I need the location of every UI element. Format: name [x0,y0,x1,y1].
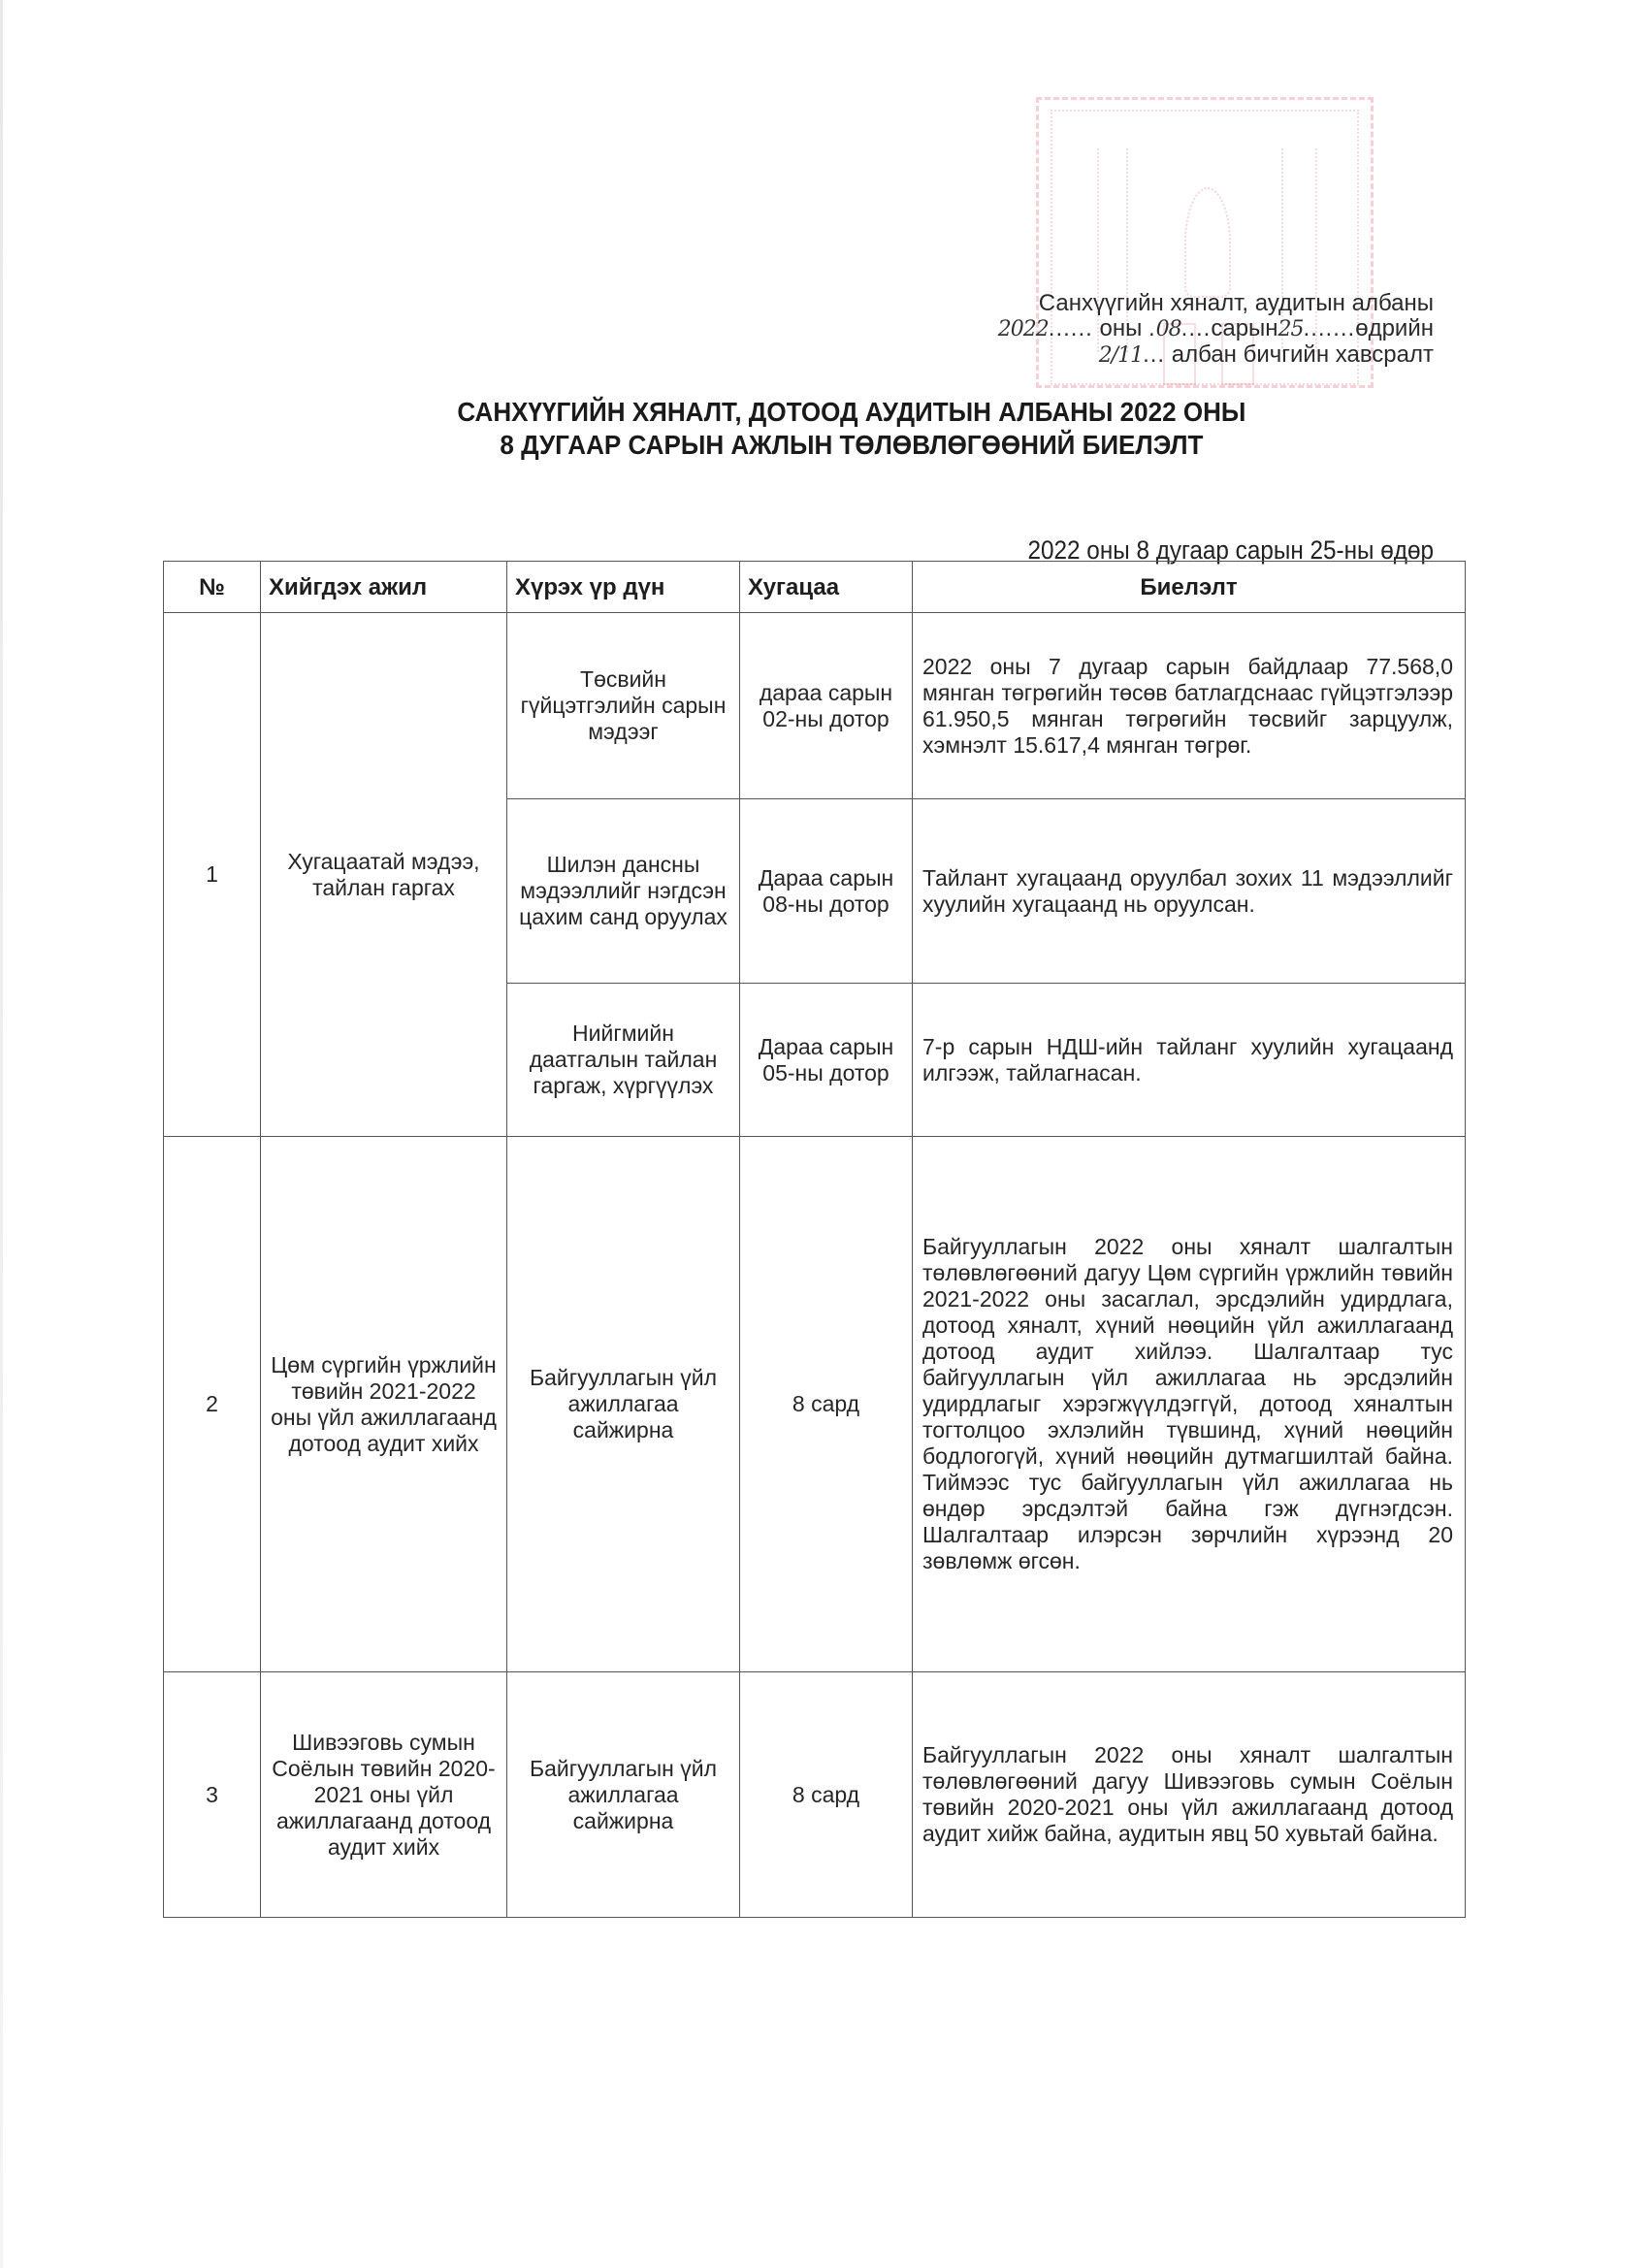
title-line2: 8 ДУГААР САРЫН АЖЛЫН ТӨЛӨВЛӨГӨӨНИЙ БИЕЛЭЛТ [500,430,1204,460]
deadline-cell: 8 сард [740,1672,913,1918]
row-number: 3 [164,1672,261,1918]
header-no: № [164,562,261,613]
table-row [164,1672,1466,1918]
row-number: 2 [164,1137,261,1672]
deadline-cell: дараа сарын 02-ны дотор [740,613,913,799]
header-deadline: Хугацаа [740,562,913,613]
deadline-cell: Дараа сарын 05-ны дотор [740,984,913,1137]
completion-cell: Байгууллагын 2022 оны хяналт шалгалтын төлөвлөгөөний дагуу Шивээговь сумын Соёлын төвийн 2020-2021 оны үйл ажиллагаанд дотоод аудит хийж байна, аудитын явц 50 хувьтай байна. [913,1672,1466,1918]
table-row [164,1137,1466,1672]
work-plan-table [163,561,1466,1918]
header-expected-result: Хүрэх үр дүн [507,562,740,613]
completion-cell: 7-р сарын НДШ-ийн тайланг хуулийн хугацаанд илгээж, тайлагнасан. [913,984,1466,1137]
attachment-ref-line2: 2022...... оны .08....сарын25.......өдрийн [997,315,1434,341]
deadline-cell: 8 сард [740,1137,913,1672]
task-cell: Шивээговь сумын Соёлын төвийн 2020-2021 оны үйл ажиллагаанд дотоод аудит хийх [261,1672,507,1918]
expected-result-cell: Байгууллагын үйл ажиллагаа сайжирна [507,1672,740,1918]
handwritten-month: 08 [1155,317,1181,341]
row-number: 1 [164,613,261,1137]
deadline-cell: Дараа сарын 08-ны дотор [740,799,913,984]
expected-result-cell: Байгууллагын үйл ажиллагаа сайжирна [507,1137,740,1672]
handwritten-year: 2022 [997,317,1049,341]
completion-cell: Байгууллагын 2022 оны хяналт шалгалтын төлөвлөгөөний дагуу Цөм сүргийн үржлийн төвийн 2021-2022 оны засаглал, эрсдэлийн удирдлага, дотоод хяналт, хүний нөөцийн үйл ажиллагаанд дотоод аудит хийлээ. Шалгалтаар тус байгууллагын үйл ажиллагаа нь эрсдэлийн удирдлагыг хэрэгжүүлдэггүй, дотоод хяналтын тогтолцоо эхлэлийн түвшинд, хүний нөөцийн бодлогогүй, хүний нөөцийн дутмагшилтай байна. Тиймээс тус байгууллагын үйл ажиллагаа нь өндөр эрсдэлтэй байна гэж дүгнэгдсэн. Шалгалтаар илэрсэн зөрчлийн хүрээнд 20 зөвлөмж өгсөн. [913,1137,1466,1672]
attachment-reference [998,291,1434,369]
table-header-row [164,562,1466,613]
attachment-ref-line1: Санхүүгийн хяналт, аудитын албаны [1038,290,1434,316]
expected-result-cell: Шилэн дансны мэдээллийг нэгдсэн цахим санд оруулах [507,799,740,984]
expected-result-cell: Нийгмийн даатгалын тайлан гаргаж, хүргүүлэх [507,984,740,1137]
completion-cell: 2022 оны 7 дугаар сарын байдлаар 77.568,0 мянган төгрөгийн төсөв батлагдснаас гүйцэтгэлээр 61.950,5 мянган төгрөгийн төсвийг зарцуулж, хэмнэлт 15.617,4 мянган төгрөг. [913,613,1466,799]
handwritten-day: 25 [1277,317,1304,341]
header-task: Хийгдэх ажил [261,562,507,613]
handwritten-letter-number: 2/11 [1098,343,1144,368]
expected-result-cell: Төсвийн гүйцэтгэлийн сарын мэдээг [507,613,740,799]
attachment-ref-line3: 2/11... албан бичгийн хавсралт [1098,341,1434,368]
task-cell: Хугацаатай мэдээ, тайлан гаргах [261,613,507,1137]
title-line1: САНХҮҮГИЙН ХЯНАЛТ, ДОТООД АУДИТЫН АЛБАНЫ 2022 ОНЫ [457,397,1246,427]
task-cell: Цөм сүргийн үржлийн төвийн 2021-2022 оны үйл ажиллагаанд дотоод аудит хийх [261,1137,507,1672]
table-row [164,613,1466,799]
report-date: 2022 оны 8 дугаар сарын 25-ны өдөр [1027,535,1434,565]
stamp-emblem-icon [1184,187,1231,298]
header-completion: Биелэлт [913,562,1466,613]
completion-cell: Тайлант хугацаанд оруулбал зохих 11 мэдээллийг хуулийн хугацаанд нь оруулсан. [913,799,1466,984]
document-title [58,396,1592,462]
page-scan-edge [0,0,3,2268]
